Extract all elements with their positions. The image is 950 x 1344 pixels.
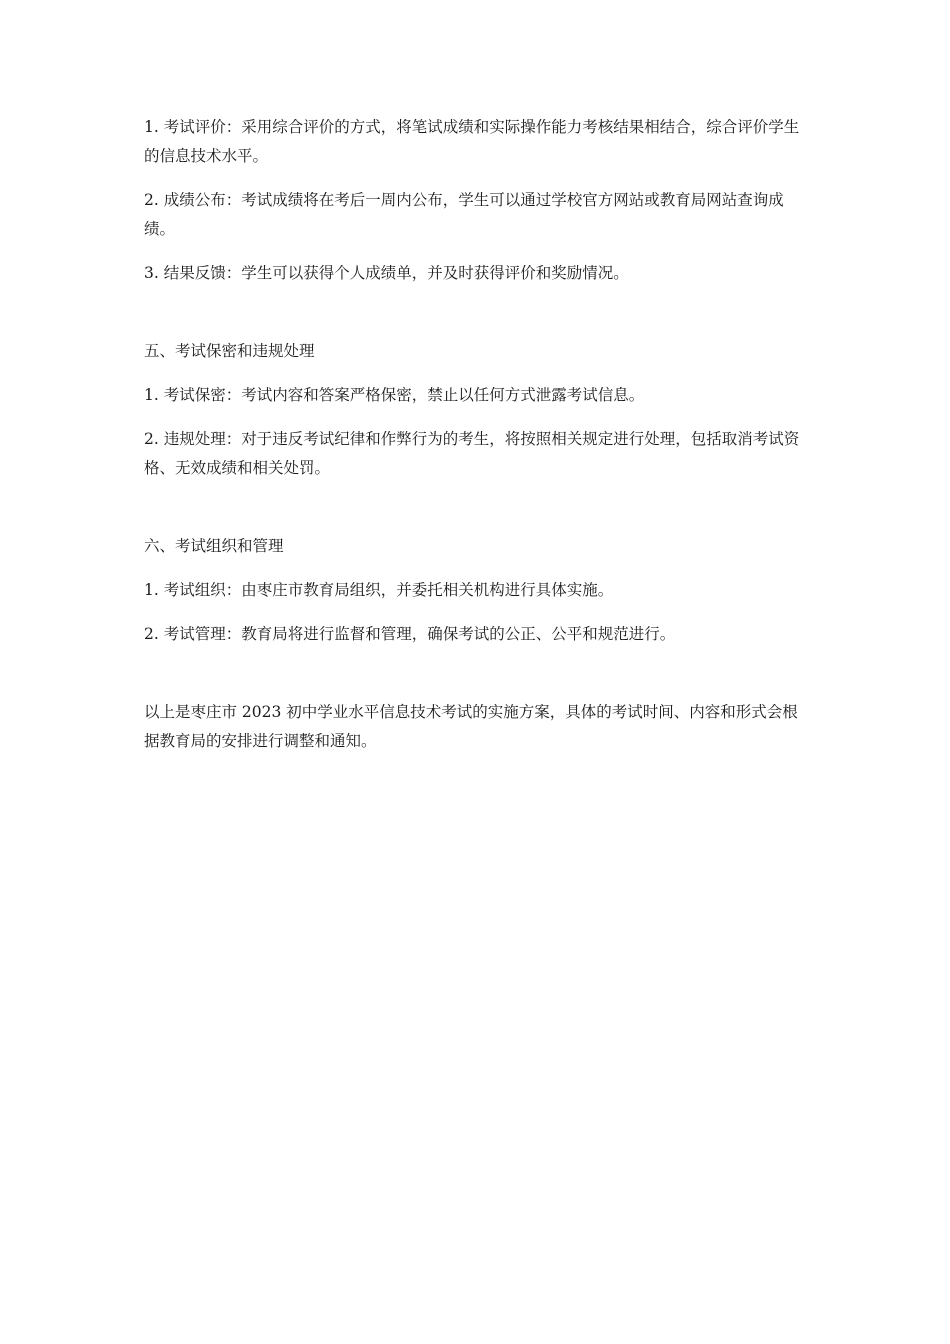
section-spacer <box>144 303 808 337</box>
management-item: 2. 考试管理：教育局将进行监督和管理，确保考试的公正、公平和规范进行。 <box>144 625 676 643</box>
confidentiality-item: 1. 考试保密：考试内容和答案严格保密，禁止以任何方式泄露考试信息。 <box>144 386 645 404</box>
section-spacer <box>144 498 808 532</box>
organization-item: 1. 考试组织：由枣庄市教育局组织，并委托相关机构进行具体实施。 <box>144 581 614 599</box>
violation-item: 2. 违规处理：对于违反考试纪律和作弊行为的考生，将按照相关规定进行处理，包括取消考试资格、无效成绩和相关处罚。 <box>144 430 800 477</box>
section-spacer <box>144 664 808 698</box>
document-body <box>144 113 808 771</box>
result-feedback-item: 3. 结果反馈：学生可以获得个人成绩单，并及时获得评价和奖励情况。 <box>144 264 629 282</box>
section-6-heading: 六、考试组织和管理 <box>144 537 284 555</box>
conclusion-paragraph: 以上是枣庄市 2023 初中学业水平信息技术考试的实施方案，具体的考试时间、内容和形式会根据教育局的安排进行调整和通知。 <box>144 703 798 750</box>
section-5-heading: 五、考试保密和违规处理 <box>144 342 315 360</box>
score-release-item: 2. 成绩公布：考试成绩将在考后一周内公布，学生可以通过学校官方网站或教育局网站查询成绩。 <box>144 191 784 238</box>
evaluation-item: 1. 考试评价：采用综合评价的方式，将笔试成绩和实际操作能力考核结果相结合，综合评价学生的信息技术水平。 <box>144 118 800 165</box>
